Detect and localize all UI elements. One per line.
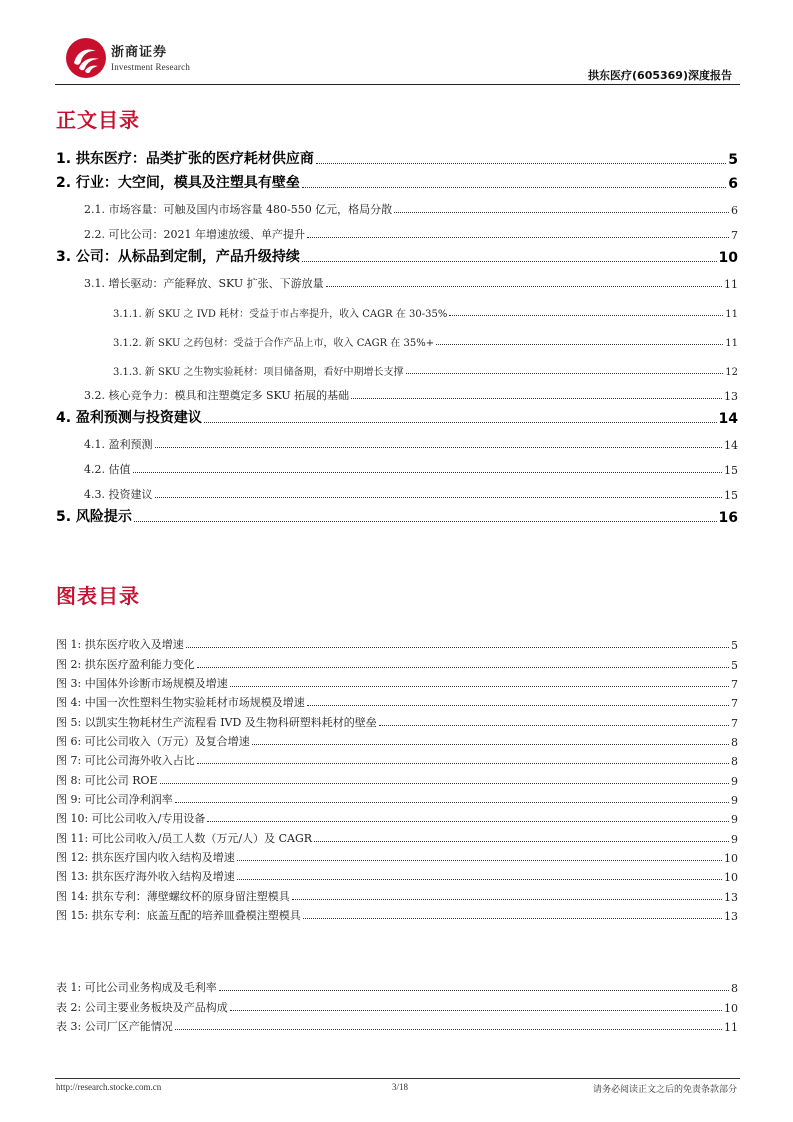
figure-entry-label: 图 13: 拱东医疗海外收入结构及增速 <box>56 870 235 884</box>
dot-leader <box>175 802 729 803</box>
figure-entry-page: 7 <box>731 716 738 730</box>
dot-leader <box>406 373 724 374</box>
toc-entry-level-1-label: 5. 风险提示 <box>56 509 132 525</box>
dot-leader <box>204 422 717 423</box>
figure-entry-label: 图 2: 拱东医疗盈利能力变化 <box>56 657 195 671</box>
dot-leader <box>303 918 722 919</box>
figure-entry[interactable] <box>56 672 738 691</box>
dot-leader <box>133 472 723 473</box>
figure-entry[interactable] <box>56 633 738 652</box>
dot-leader <box>155 447 723 448</box>
brand-text <box>111 41 190 72</box>
brand-name-en: Investment Research <box>111 62 191 72</box>
figure-entry[interactable] <box>56 730 738 749</box>
toc-entry-level-1[interactable] <box>56 403 738 427</box>
table-entry-page: 10 <box>724 1001 738 1015</box>
figure-entry-page: 9 <box>731 832 738 846</box>
figure-entry-label: 图 11: 可比公司收入/员工人数（万元/人）及 CAGR <box>56 831 313 845</box>
footer-disclaimer: 请务必阅读正文之后的免责条款部分 <box>592 1085 737 1095</box>
figures-title: 图表目录 <box>56 584 140 608</box>
figure-entry[interactable] <box>56 788 738 807</box>
toc-entry-level-2-label: 2.1. 市场容量：可触及国内市场容量 480-550 亿元，格局分散 <box>84 203 393 216</box>
table-entry[interactable] <box>56 1015 738 1034</box>
dot-leader <box>302 187 726 188</box>
figure-entry-page: 7 <box>731 678 738 692</box>
dot-leader <box>197 667 729 668</box>
dot-leader <box>316 163 726 164</box>
toc-entry-level-2[interactable] <box>56 427 738 452</box>
dot-leader <box>237 860 722 861</box>
toc-entry-level-2[interactable] <box>56 217 738 242</box>
figure-entry-label: 图 15: 拱东专利：底盖互配的培养皿叠模注塑模具 <box>56 909 301 923</box>
dot-leader <box>160 783 729 784</box>
figure-entry-label: 图 4: 中国一次性塑料生物实验耗材市场规模及增速 <box>56 696 305 710</box>
page-number: 3/18 <box>391 1082 408 1092</box>
toc-entry-level-1[interactable] <box>56 242 738 266</box>
toc-entry-level-3-label: 3.1.3. 新 SKU 之生物实验耗材：项目储备期，看好中期增长支撑 <box>113 367 404 378</box>
toc-entry-level-3[interactable] <box>56 320 738 349</box>
figure-entry-page: 10 <box>724 852 738 866</box>
table-list <box>56 976 738 1034</box>
figure-list <box>56 633 738 923</box>
figure-entry-label: 图 6: 可比公司收入（万元）及复合增速 <box>56 735 250 749</box>
toc-entry-level-2-page: 15 <box>724 489 738 502</box>
report-title: 拱东医疗(605369)深度报告 <box>588 69 732 82</box>
toc-entry-level-2-label: 4.3. 投资建议 <box>84 488 153 501</box>
footer-url[interactable]: http://research.stocke.com.cn <box>56 1082 162 1092</box>
dot-leader <box>230 1010 722 1011</box>
toc-entry-level-1[interactable] <box>56 502 738 526</box>
brand-name-cn: 浙商证券 <box>111 45 168 60</box>
toc-entry-level-1-page: 14 <box>718 411 738 427</box>
toc-entry-level-1-label: 1. 拱东医疗：品类扩张的医疗耗材供应商 <box>56 151 314 167</box>
toc-entry-level-1[interactable] <box>56 144 738 168</box>
table-of-contents <box>56 144 738 526</box>
figure-entry[interactable] <box>56 691 738 710</box>
figure-entry-page: 10 <box>724 871 738 885</box>
figure-entry-label: 图 3: 中国体外诊断市场规模及增速 <box>56 677 228 691</box>
dot-leader <box>314 841 729 842</box>
header-divider <box>55 84 740 85</box>
table-entry-label: 表 1: 可比公司业务构成及毛利率 <box>56 981 217 995</box>
table-entry-page: 8 <box>731 982 738 996</box>
toc-entry-level-1-page: 6 <box>728 176 738 192</box>
dot-leader <box>302 261 717 262</box>
dot-leader <box>292 899 722 900</box>
dot-leader <box>230 686 729 687</box>
figure-entry-label: 图 14: 拱东专利：薄壁螺纹杯的原身留注塑模具 <box>56 889 290 903</box>
brand-logo-icon <box>65 37 107 79</box>
footer-divider <box>55 1078 740 1079</box>
figure-entry[interactable] <box>56 846 738 865</box>
toc-entry-level-2-page: 6 <box>731 204 738 217</box>
dot-leader <box>186 647 729 648</box>
table-entry[interactable] <box>56 976 738 995</box>
dot-leader <box>436 344 723 345</box>
dot-leader <box>237 879 722 880</box>
toc-entry-level-1-label: 2. 行业：大空间，模具及注塑具有壁垒 <box>56 175 300 191</box>
page-header <box>55 35 740 87</box>
figure-entry-label: 图 8: 可比公司 ROE <box>56 773 158 787</box>
toc-entry-level-2[interactable] <box>56 192 738 217</box>
dot-leader <box>197 763 729 764</box>
figure-entry-page: 5 <box>731 658 738 672</box>
figure-entry-page: 7 <box>731 697 738 711</box>
figure-entry-page: 13 <box>724 910 738 924</box>
toc-entry-level-3-label: 3.1.2. 新 SKU 之药包材：受益于合作产品上市，收入 CAGR 在 35%+ <box>113 338 435 349</box>
dot-leader <box>219 990 729 991</box>
figure-entry-label: 图 9: 可比公司净利润率 <box>56 793 173 807</box>
figure-entry-page: 9 <box>731 813 738 827</box>
figure-entry-label: 图 12: 拱东医疗国内收入结构及增速 <box>56 851 235 865</box>
toc-entry-level-1-page: 5 <box>728 152 738 168</box>
dot-leader <box>326 286 722 287</box>
figure-entry-label: 图 10: 可比公司收入/专用设备 <box>56 812 206 826</box>
toc-entry-level-2-page: 14 <box>724 439 738 452</box>
dot-leader <box>379 725 729 726</box>
dot-leader <box>134 521 717 522</box>
dot-leader <box>351 398 722 399</box>
table-entry-label: 表 2: 公司主要业务板块及产品构成 <box>56 1000 228 1014</box>
toc-entry-level-2[interactable] <box>56 452 738 477</box>
toc-entry-level-2-label: 3.1. 增长驱动：产能释放、SKU 扩张、下游放量 <box>84 277 324 290</box>
figure-entry-page: 9 <box>731 774 738 788</box>
toc-entry-level-3-label: 3.1.1. 新 SKU 之 IVD 耗材：受益于市占率提升，收入 CAGR 在 30-35% <box>113 309 448 320</box>
dot-leader <box>207 821 729 822</box>
figure-entry[interactable] <box>56 826 738 845</box>
toc-entry-level-1[interactable] <box>56 168 738 192</box>
figure-entry-page: 8 <box>731 736 738 750</box>
toc-entry-level-2-label: 4.1. 盈利预测 <box>84 438 153 451</box>
figure-entry-page: 9 <box>731 794 738 808</box>
toc-entry-level-2-page: 7 <box>731 229 738 242</box>
toc-entry-level-3-page: 12 <box>725 367 738 378</box>
toc-entry-level-2-label: 3.2. 核心竞争力：模具和注塑奠定多 SKU 拓展的基础 <box>84 389 350 402</box>
figure-entry-label: 图 7: 可比公司海外收入占比 <box>56 754 195 768</box>
toc-entry-level-1-label: 4. 盈利预测与投资建议 <box>56 410 202 426</box>
toc-entry-level-2[interactable] <box>56 266 738 291</box>
figure-entry-label: 图 5: 以凯实生物耗材生产流程看 IVD 及生物科研塑料耗材的壁垒 <box>56 715 377 729</box>
table-entry-label: 表 3: 公司厂区产能情况 <box>56 1020 173 1034</box>
figure-entry[interactable] <box>56 652 738 671</box>
figure-entry[interactable] <box>56 904 738 923</box>
dot-leader <box>307 705 729 706</box>
toc-entry-level-1-page: 16 <box>718 510 738 526</box>
figure-entry-page: 5 <box>731 639 738 653</box>
toc-entry-level-2[interactable] <box>56 378 738 403</box>
toc-entry-level-3[interactable] <box>56 291 738 320</box>
table-entry-page: 11 <box>724 1021 738 1035</box>
toc-entry-level-1-page: 10 <box>718 250 738 266</box>
figure-entry-page: 13 <box>724 890 738 904</box>
dot-leader <box>252 744 729 745</box>
dot-leader <box>155 497 723 498</box>
toc-entry-level-2-label: 4.2. 估值 <box>84 463 131 476</box>
toc-entry-level-2-page: 11 <box>724 278 738 291</box>
table-entry[interactable] <box>56 995 738 1014</box>
figure-entry-label: 图 1: 拱东医疗收入及增速 <box>56 638 184 652</box>
toc-entry-level-2-label: 2.2. 可比公司：2021 年增速放缓、单产提升 <box>84 228 305 241</box>
figure-entry[interactable] <box>56 865 738 884</box>
dot-leader <box>449 315 723 316</box>
figure-entry[interactable] <box>56 768 738 787</box>
figure-entry-page: 8 <box>731 755 738 769</box>
toc-title: 正文目录 <box>56 108 140 132</box>
figure-entry[interactable] <box>56 884 738 903</box>
figure-entry[interactable] <box>56 710 738 729</box>
figure-entry[interactable] <box>56 749 738 768</box>
toc-entry-level-2-page: 15 <box>724 464 738 477</box>
toc-entry-level-3-page: 11 <box>725 309 738 320</box>
toc-entry-level-3-page: 11 <box>725 338 738 349</box>
dot-leader <box>394 212 729 213</box>
toc-entry-level-3[interactable] <box>56 349 738 378</box>
toc-entry-level-1-label: 3. 公司：从标品到定制，产品升级持续 <box>56 249 300 265</box>
figure-entry[interactable] <box>56 807 738 826</box>
dot-leader <box>175 1029 722 1030</box>
toc-entry-level-2-page: 13 <box>724 390 738 403</box>
dot-leader <box>307 237 729 238</box>
toc-entry-level-2[interactable] <box>56 477 738 502</box>
